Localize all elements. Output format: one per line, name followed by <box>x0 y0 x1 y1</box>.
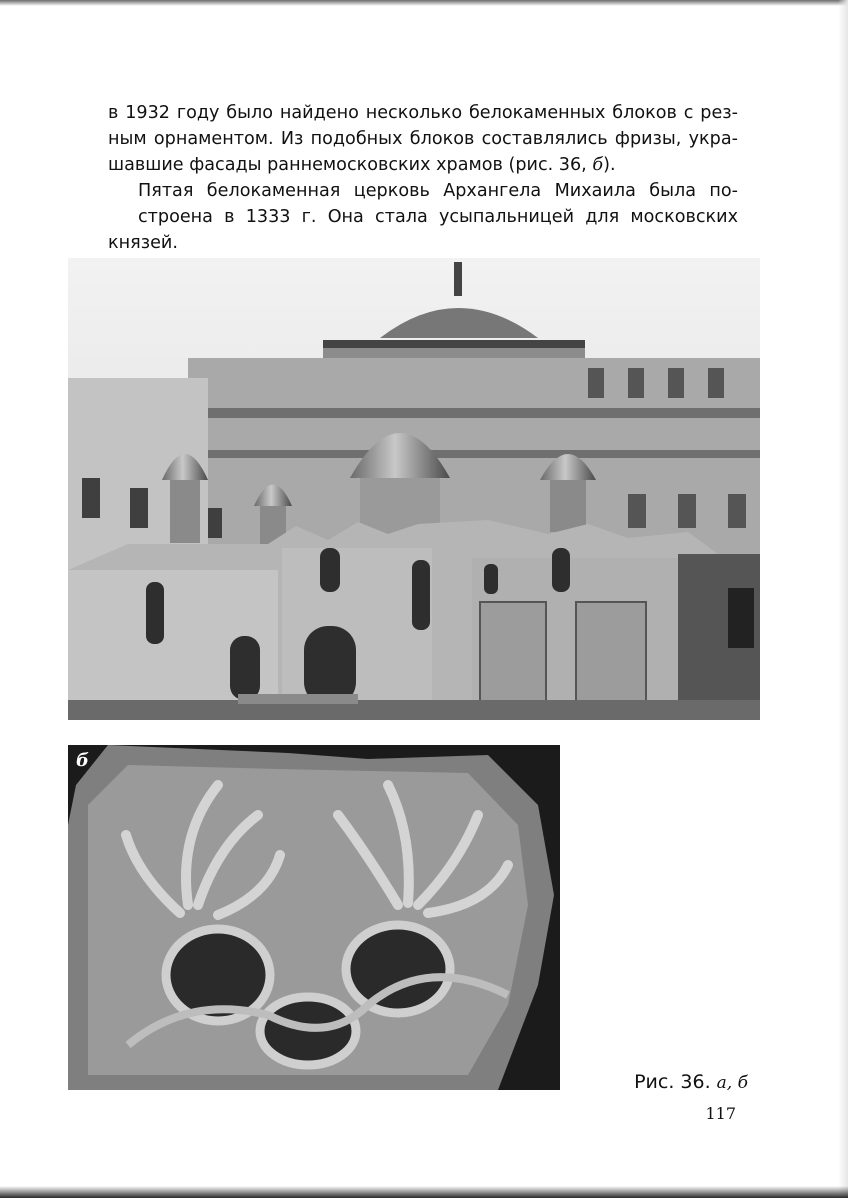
figure-caption <box>600 1071 748 1093</box>
text-line: в 1932 году было найдено несколько белокаменных блоков с рез- <box>108 103 738 123</box>
paragraph-1 <box>108 100 738 178</box>
text-line: Пятая белокаменная церковь Архангела Михаила была по- <box>138 181 738 201</box>
scan-edge-bottom <box>0 1186 848 1198</box>
figure-label-b: б <box>76 750 89 771</box>
text-line: шавшие фасады раннемосковских храмов (рис. 36, <box>108 155 593 175</box>
paragraph-2 <box>108 178 738 256</box>
text-line: ным орнаментом. Из подобных блоков составлялись фризы, укра- <box>108 129 738 149</box>
figure-ref-letter: б <box>592 155 604 175</box>
text-line-end: ). <box>603 155 616 175</box>
text-line-with-ref <box>108 152 738 178</box>
scan-edge-top <box>0 0 848 6</box>
text-line: строена в 1333 г. Она стала усыпальницей для московских князей. <box>108 207 738 253</box>
caption-text: Рис. 36. <box>634 1071 717 1093</box>
body-text <box>108 100 738 256</box>
caption-letters: а, б <box>716 1073 748 1093</box>
photo-carved-stone-block <box>68 745 560 1090</box>
photo-archangel-cathedral <box>68 258 760 720</box>
page-number: 117 <box>705 1104 736 1123</box>
scan-edge-right <box>838 0 848 1198</box>
carved-ornament-illustration <box>68 745 560 1090</box>
cathedral-photo-illustration <box>68 258 760 720</box>
